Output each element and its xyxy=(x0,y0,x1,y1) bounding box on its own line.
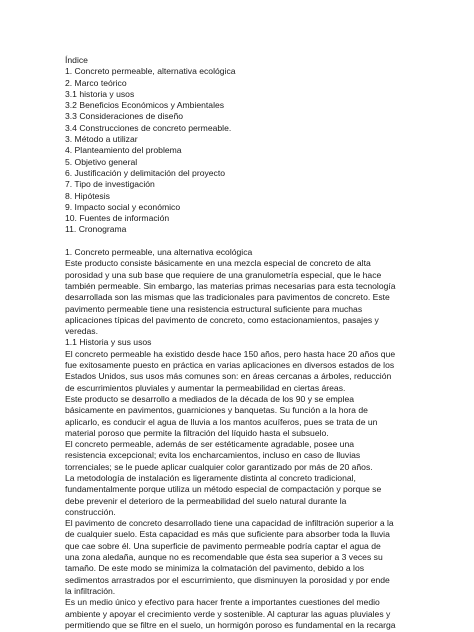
body-line: tamaño. De este modo se minimiza la colmatación del pavimento, debido a los xyxy=(65,563,365,574)
index-heading: Índice xyxy=(65,55,88,65)
index-item: 9. Impacto social y económico xyxy=(65,201,181,212)
body-line: El concreto permeable, además de ser estéticamente agradable, posee una xyxy=(65,439,355,450)
index-item: 3.1 historia y usos xyxy=(65,88,135,99)
body-line: aplicarlo, es conducir el agua de lluvia a los mantos acuíferos, pues se trata de un xyxy=(65,416,378,427)
body-line: ambiente y apoyar el crecimiento verde y sostenible. Al capturar las aguas pluviales y xyxy=(65,608,391,619)
body-line: 1. Concreto permeable, una alternativa ecológica xyxy=(65,247,253,258)
index-item: 5. Objetivo general xyxy=(65,156,138,167)
body-line: pavimento permeable tiene una resistencia estructural suficiente para muchas xyxy=(65,303,363,314)
body-line: fue exitosamente puesto en práctica en varias aplicaciones en diversos estados de los xyxy=(65,360,395,371)
body-line: El pavimento de concreto desarrollado tiene una capacidad de infiltración superior a la xyxy=(65,518,394,529)
index-item: 4. Planteamiento del problema xyxy=(65,145,182,156)
index-item: 2. Marco teórico xyxy=(65,77,127,88)
body-line: que cae sobre él. Una superficie de pavimento permeable podría captar el agua de xyxy=(65,540,381,551)
body-line: Este producto consiste básicamente en una mezcla especial de concreto de alta xyxy=(65,258,371,269)
body-line: material poroso que permite la filtración del líquido hasta el subsuelo. xyxy=(65,427,329,438)
body-text xyxy=(65,247,470,631)
body-line: básicamente en pavimentos, guarniciones y banquetas. Su función a la hora de xyxy=(65,405,368,416)
body-line: 1.1 Historia y sus usos xyxy=(65,337,152,348)
body-line: permitiendo que se filtre en el suelo, un hormigón poroso es fundamental en la recarga xyxy=(65,619,396,630)
body-line: Es un medio único y efectivo para hacer frente a importantes cuestiones del medio xyxy=(65,597,380,608)
body-line: Este producto se desarrollo a mediados de la década de los 90 y se emplea xyxy=(65,393,355,404)
document-page xyxy=(65,55,470,631)
body-line: aplicaciones típicas del pavimento de concreto, como estacionamientos, pasajes y xyxy=(65,314,379,325)
index-item: 1. Concreto permeable, alternativa ecológica xyxy=(65,66,236,77)
index-item: 6. Justificación y delimitación del proyecto xyxy=(65,167,226,178)
index-item: 7. Tipo de investigación xyxy=(65,179,155,190)
body-line: Estados Unidos, sus usos más comunes son: en áreas cercanas a árboles, reducción xyxy=(65,371,392,382)
body-line: sedimentos arrastrados por el escurrimiento, que disminuyen la porosidad y por ende xyxy=(65,574,390,585)
body-line: La metodología de instalación es ligeramente distinta al concreto tradicional, xyxy=(65,472,356,483)
body-line: de cualquier suelo. Esta capacidad es más que suficiente para absorber toda la lluvia xyxy=(65,529,390,540)
body-line: una zona aledaña, aunque no es recomendable que ésta sea superior a 3 veces su xyxy=(65,552,383,563)
body-line: desarrollada son las mismas que las tradicionales para pavimentos de concreto. Este xyxy=(65,292,390,303)
index-item: 10. Fuentes de información xyxy=(65,213,170,224)
body-line: torrenciales; se le puede aplicar cualquier color garantizado por más de 20 años. xyxy=(65,461,373,472)
body-line: porosidad y una sub base que requiere de una granulometría especial, que le hace xyxy=(65,269,382,280)
body-line: construcción. xyxy=(65,506,116,517)
body-line: El concreto permeable ha existido desde hace 150 años, pero hasta hace 20 años que xyxy=(65,348,396,359)
index-item: 8. Hipótesis xyxy=(65,190,110,201)
body-line: veredas. xyxy=(65,326,98,337)
index-item: 3. Método a utilizar xyxy=(65,134,138,145)
body-line: de escurrimientos pluviales y aumentar la permeabilidad en ciertas áreas. xyxy=(65,382,346,393)
index-list xyxy=(65,66,470,235)
body-line: fundamentalmente porque utiliza un método especial de compactación y porque se xyxy=(65,484,382,495)
body-line: también permeable. Sin embargo, las materias primas necesarias para esta tecnología xyxy=(65,280,396,291)
index-item: 11. Cronograma xyxy=(65,224,127,235)
index-item: 3.3 Consideraciones de diseño xyxy=(65,111,184,122)
index-item: 3.2 Beneficios Económicos y Ambientales xyxy=(65,100,225,111)
body-line: resistencia excepcional; evita los encharcamientos, incluso en caso de lluvias xyxy=(65,450,361,461)
section-spacer xyxy=(65,236,470,247)
index-section xyxy=(65,55,470,236)
body-line: la infiltración. xyxy=(65,585,116,596)
index-item: 3.4 Construcciones de concreto permeable. xyxy=(65,122,232,133)
body-line: debe prevenir el deterioro de la permeabilidad del suelo natural durante la xyxy=(65,495,347,506)
